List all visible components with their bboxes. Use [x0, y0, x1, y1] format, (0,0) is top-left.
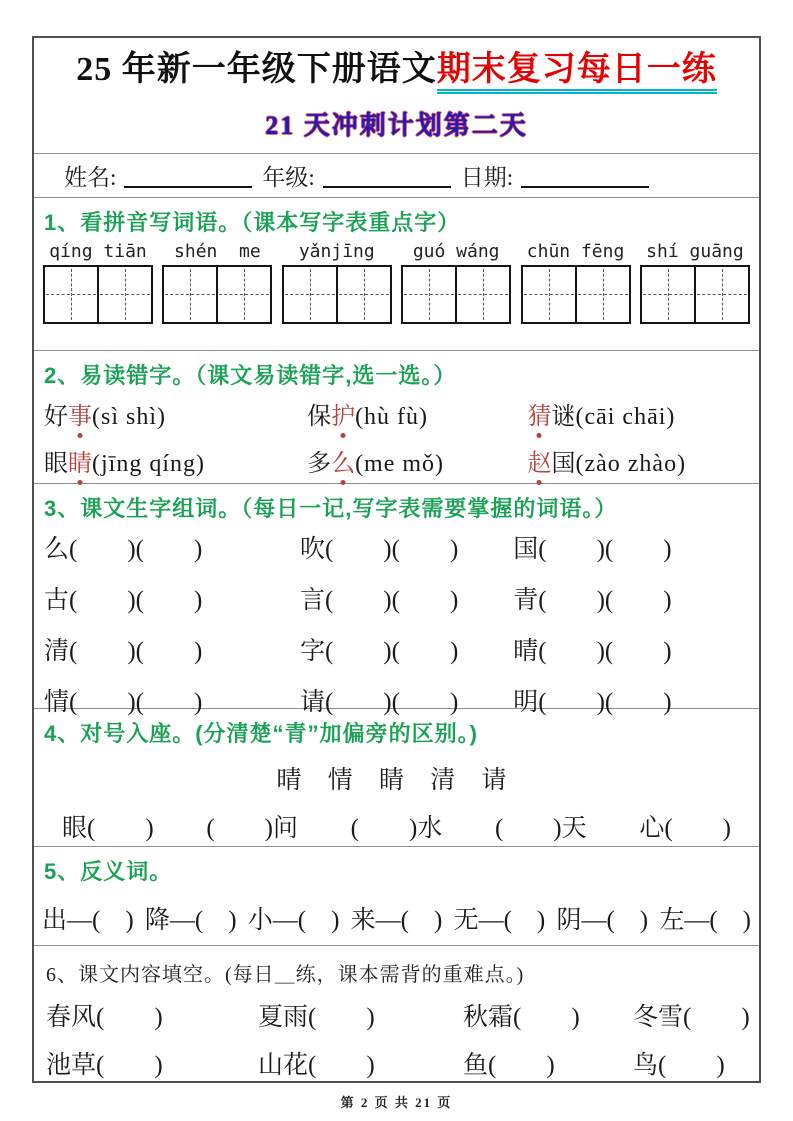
writing-cell — [455, 267, 509, 322]
antonym-item: 出—( ) — [42, 907, 134, 935]
fill-item: 鸟( ) — [633, 1051, 725, 1079]
writing-grid-row — [34, 237, 759, 324]
word-item: 赵国(zào zhào) — [527, 443, 755, 478]
char-blank-item: 古( )( ) — [44, 587, 203, 615]
writing-unit — [400, 241, 512, 324]
answer-blanks: ( )( ) — [69, 638, 203, 666]
antonym-item: 左—( ) — [659, 907, 751, 935]
writing-grid — [521, 265, 631, 324]
writing-unit — [520, 241, 632, 324]
fill-grid — [34, 987, 759, 1081]
pinyin-label: qíng tiān — [49, 241, 147, 263]
fill-item: 冬雪( ) — [633, 1003, 750, 1031]
writing-cell — [575, 267, 629, 322]
section-3-word-building — [34, 484, 759, 717]
char-blank-item: 清( )( ) — [44, 638, 203, 666]
char-blank-item: 请( )( ) — [299, 689, 459, 717]
answer-blanks: ( )( ) — [538, 587, 672, 615]
writing-grid — [401, 265, 511, 324]
emphasized-char: 么 — [331, 443, 355, 478]
pinyin-choices: (cāi chāi) — [575, 403, 676, 430]
matching-item: 心( ) — [639, 815, 731, 843]
section-4-char-matching — [34, 709, 759, 847]
fill-item: 夏雨( ) — [258, 1003, 375, 1031]
writing-grid — [640, 265, 750, 324]
writing-unit — [42, 241, 154, 324]
matching-item: ( )天 — [494, 815, 587, 843]
char-blank-item: 青( )( ) — [513, 587, 672, 615]
writing-cell — [336, 267, 390, 322]
pinyin-label: shén me — [174, 241, 261, 263]
writing-cell — [216, 267, 270, 322]
date-label: 日期: — [460, 164, 514, 190]
char-blank-item: 么( )( ) — [44, 536, 203, 564]
emphasized-char: 赵 — [527, 443, 551, 478]
name-label: 姓名: — [64, 164, 117, 190]
pinyin-label: shí guāng — [646, 241, 744, 263]
answer-blanks: ( )( ) — [69, 689, 203, 717]
char-blank-item: 晴( )( ) — [513, 638, 672, 666]
name-row — [34, 154, 759, 198]
section-6-text-fill — [34, 946, 759, 1081]
writing-cell — [403, 267, 455, 322]
word-item: 多么(me mǒ) — [307, 443, 527, 478]
char-blank-item: 明( )( ) — [513, 689, 672, 717]
answer-blanks: ( )( ) — [69, 536, 203, 564]
writing-cell — [523, 267, 575, 322]
section-5-header: 5、反义词。 — [44, 859, 173, 885]
emphasized-char: 事 — [68, 396, 92, 431]
matching-item: 眼( ) — [62, 815, 154, 843]
grade-blank-line — [323, 162, 451, 188]
antonym-row — [34, 900, 759, 936]
page-title-black: 25 年新一年级下册语文 — [76, 51, 437, 88]
writing-cell — [45, 267, 97, 322]
writing-grid — [162, 265, 272, 324]
char-blank-item: 国( )( ) — [513, 536, 672, 564]
emphasized-char: 猜 — [527, 396, 551, 431]
antonym-item: 阴—( ) — [556, 907, 649, 935]
matching-row — [34, 808, 759, 844]
fill-item: 池草( ) — [46, 1051, 163, 1079]
section-3-header: 3、课文生字组词。（每日一记,写字表需要掌握的词语。） — [44, 496, 618, 522]
pinyin-label: chūn fēng — [526, 241, 625, 263]
matching-item: ( )水 — [350, 815, 443, 843]
page-title-red: 期末复习每日一练 — [437, 51, 717, 94]
writing-unit — [281, 241, 393, 324]
pinyin-choices: (hù fù) — [355, 403, 429, 430]
answer-blanks: ( )( ) — [538, 536, 672, 564]
section-5-antonyms — [34, 847, 759, 946]
word-item: 保护(hù fù) — [307, 396, 527, 431]
page-subtitle: 21 天冲刺计划第二天 — [265, 110, 528, 140]
page-frame — [32, 36, 761, 1083]
writing-unit — [639, 241, 751, 324]
antonym-item: 来—( ) — [350, 907, 443, 935]
section-1-pinyin-writing — [34, 198, 759, 351]
word-item: 眼睛(jīng qíng) — [44, 443, 307, 478]
word-item: 猜谜(cāi chāi) — [527, 396, 755, 431]
title-block — [34, 38, 759, 154]
writing-cell — [284, 267, 336, 322]
page-title — [34, 50, 759, 91]
section-4-header: 4、对号入座。(分清楚“青”加偏旁的区别。) — [44, 721, 478, 747]
char-blank-item: 字( )( ) — [299, 638, 459, 666]
char-blank-item: 言( )( ) — [299, 587, 459, 615]
answer-blanks: ( )( ) — [324, 689, 459, 717]
char-blank-item: 情( )( ) — [44, 689, 203, 717]
matching-item: ( )问 — [206, 815, 298, 843]
writing-cell — [164, 267, 216, 322]
fill-item: 秋霜( ) — [463, 1003, 580, 1031]
fill-item: 山花( ) — [258, 1051, 375, 1079]
section-6-header: 6、课文内容填空。(每日＿练，课本需背的重难点。) — [46, 963, 525, 986]
writing-grid — [282, 265, 392, 324]
writing-grid — [43, 265, 153, 324]
writing-cell — [97, 267, 151, 322]
pinyin-label: yǎnjīng — [298, 241, 375, 263]
answer-blanks: ( )( ) — [324, 536, 459, 564]
answer-blanks: ( )( ) — [538, 638, 672, 666]
char-blank-item: 吹( )( ) — [299, 536, 459, 564]
section-2-misread-chars — [34, 351, 759, 484]
section-1-header: 1、看拼音写词语。（课本写字表重点字） — [44, 210, 461, 236]
fill-item: 春风( ) — [46, 1003, 163, 1031]
character-bank: 晴 情 睛 清 请 — [276, 767, 517, 795]
answer-blanks: ( )( ) — [324, 587, 459, 615]
misread-grid — [34, 390, 759, 478]
page-number-footer: 第 2 页 共 21 页 — [340, 1095, 453, 1110]
emphasized-char: 睛 — [68, 443, 92, 478]
pinyin-label: guó wáng — [412, 241, 500, 263]
pinyin-choices: (zào zhào) — [575, 450, 687, 477]
word-item: 好事(sì shì) — [44, 396, 307, 431]
pinyin-choices: (jīng qíng) — [92, 450, 205, 477]
writing-cell — [642, 267, 694, 322]
writing-unit — [161, 241, 273, 324]
antonym-item: 降—( ) — [144, 907, 237, 935]
fill-item: 鱼( ) — [463, 1051, 555, 1079]
date-blank-line — [521, 162, 649, 188]
section-2-header: 2、易读错字。（课文易读错字,选一选。） — [44, 362, 457, 388]
writing-cell — [694, 267, 748, 322]
name-blank-line — [124, 162, 252, 188]
answer-blanks: ( )( ) — [69, 587, 203, 615]
pinyin-choices: (me mǒ) — [355, 450, 445, 477]
antonym-item: 小—( ) — [247, 907, 340, 935]
grade-label: 年级: — [262, 164, 315, 190]
word-building-grid — [34, 523, 759, 718]
antonym-item: 无—( ) — [453, 907, 546, 935]
answer-blanks: ( )( ) — [324, 638, 459, 666]
emphasized-char: 护 — [331, 396, 355, 431]
pinyin-choices: (sì shì) — [92, 403, 166, 430]
answer-blanks: ( )( ) — [538, 689, 672, 717]
